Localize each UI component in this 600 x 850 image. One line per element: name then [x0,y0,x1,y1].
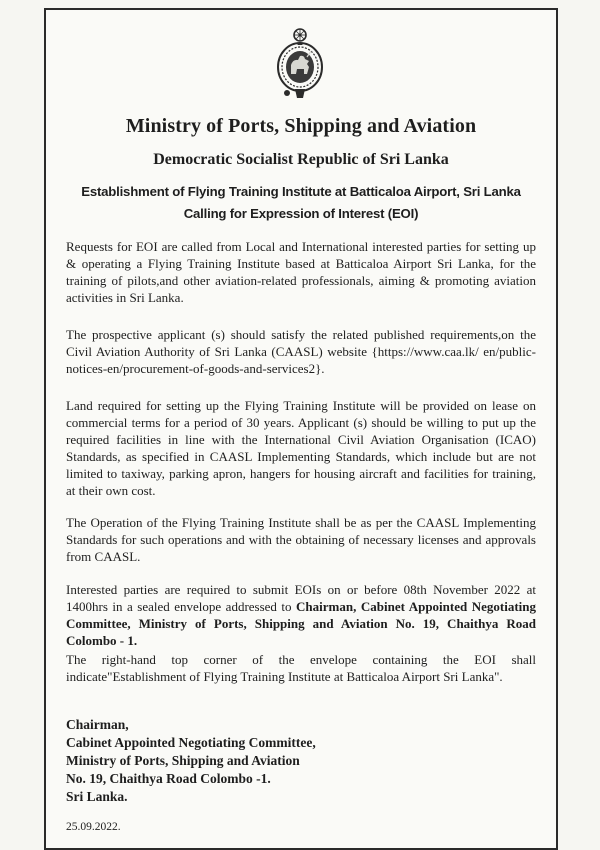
paragraph-operation: The Operation of the Flying Training Institute shall be as per the CAASL Implementing Standards for such operations and with the obtaining of necessary licenses and approvals from CAASL. [66,515,536,564]
signature-ministry: Ministry of Ports, Shipping and Aviation [66,753,300,768]
signature-country: Sri Lanka. [66,789,128,804]
submission-address: Chairman, Cabinet Appointed Negotiating Committee, Ministry of Ports, Shipping and Aviation No. 19, Chaithya Road Colombo - 1. [66,599,536,648]
sri-lanka-state-emblem-icon [276,27,324,101]
signature-block [66,716,536,806]
paragraph-land-lease: Land required for setting up the Flying Training Institute will be provided on lease on commercial terms for a period of 30 years. Applicant (s) should be willing to put up the required facilities in line with the International Civil Aviation Organisation (ICAO) Standards, as specified in CAASL Implementing Standards, which include but are not limited to taxiway, parking apron, hangers for housing aircraft and facilities for training, at their own cost. [66,398,536,498]
signature-committee: Cabinet Appointed Negotiating Committee, [66,735,316,750]
paragraph-eoi-request: Requests for EOI are called from Local and International interested parties for setting up & operating a Flying Training Institute based at Batticaloa Airport Sri Lanka, for the training of pilots,and other aviation-related professionals, aiming & promoting aviation activities in Sri Lanka. [66,239,536,305]
submission-instructions: Interested parties are required to submit EOIs on or before 08th November 2022 at 1400hrs in a sealed envelope addressed to [66,582,536,614]
signature-title: Chairman, [66,717,129,732]
ministry-title: Ministry of Ports, Shipping and Aviation [125,115,477,137]
paragraph-submission [66,581,536,649]
notice-subject: Establishment of Flying Training Institute at Batticaloa Airport, Sri Lanka [81,184,521,199]
paragraph-requirements: The prospective applicant (s) should satisfy the related published requirements,on the Civil Aviation Authority of Sri Lanka (CAASL) website {https://www.caa.lk/ en/public-notices-en/procurement-of-goods-and-services2}. [66,327,536,376]
paragraph-envelope-marking: The right-hand top corner of the envelope containing the EOI shall indicate"Establishment of Flying Training Institute at Batticaloa Airport Sri Lanka". [66,652,536,684]
notice-call-heading: Calling for Expression of Interest (EOI) [183,206,419,221]
signature-address: No. 19, Chaithya Road Colombo -1. [66,771,271,786]
country-subtitle: Democratic Socialist Republic of Sri Lanka [153,151,449,168]
notice-date: 25.09.2022. [66,821,121,833]
